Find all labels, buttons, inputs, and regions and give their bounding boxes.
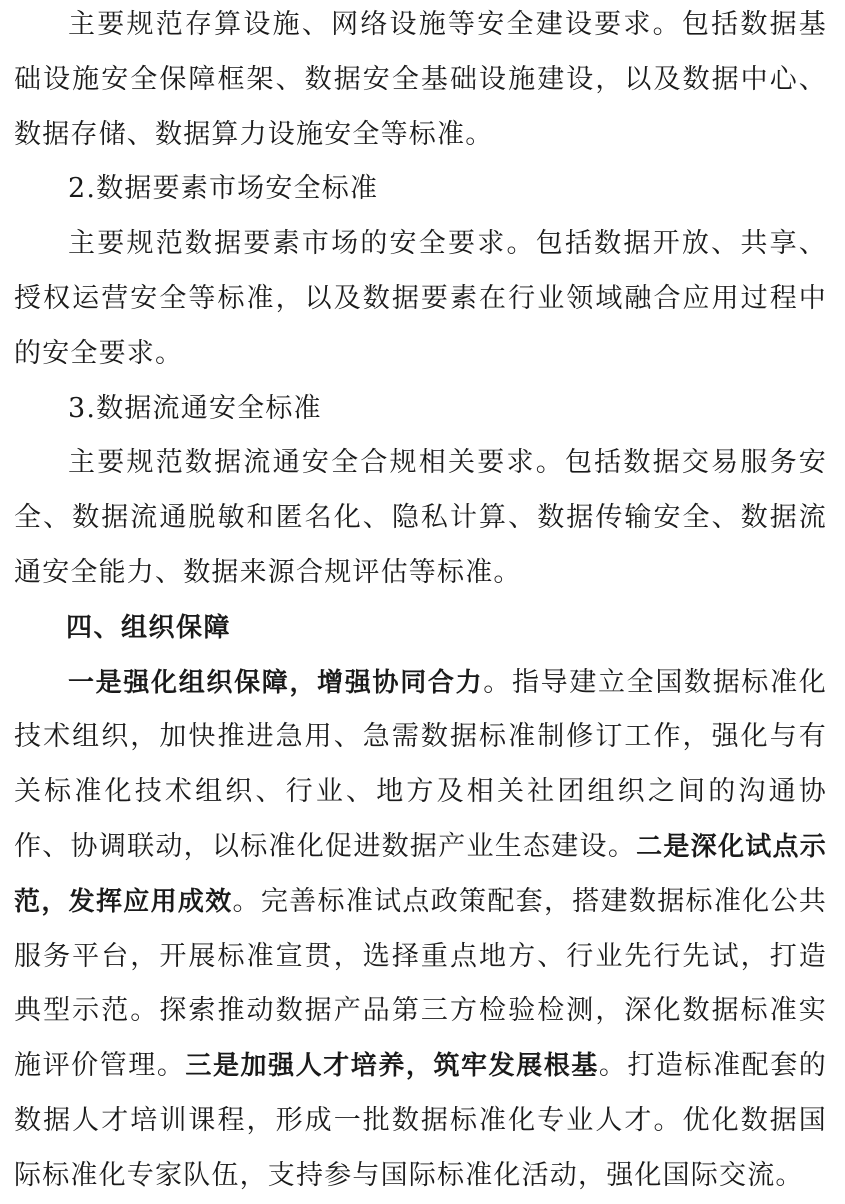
text-talent: 。打造标准配套的数据人才培训课程，形成一批数据标准化专业人才。优化数据国际标准化专家队伍，支持参与国际标准化活动，强化国际交流。 <box>14 1050 827 1191</box>
subheading-data-element-market: 2.数据要素市场安全标准 <box>68 173 379 205</box>
bold-lead-talent: 三是加强人才培养，筑牢发展根基 <box>185 1051 599 1082</box>
text-pilot: 。完善标准试点政策配套，搭建数据标准化公共服务平台，开展标准宣贯，选择重点地方、行业先行先试，打造典型示范。探索推动数据产品第三方检验检测，深化数据标准实施评价管理。 <box>14 885 827 1082</box>
bold-lead-pilot: 二是深化试点示范，发挥应用成效 <box>14 831 827 917</box>
subheading-data-circulation: 3.数据流通安全标准 <box>68 392 322 424</box>
paragraph-data-element-market: 主要规范数据要素市场的安全要求。包括数据开放、共享、授权运营安全等标准，以及数据要素在行业领域融合应用过程中的安全要求。 <box>14 228 827 369</box>
paragraph-infrastructure-security: 主要规范存算设施、网络设施等安全建设要求。包括数据基础设施安全保障框架、数据安全基础设施建设，以及数据中心、数据存储、数据算力设施安全等标准。 <box>14 9 827 150</box>
bold-lead-organization: 一是强化组织保障，增强协同合力 <box>68 667 484 698</box>
paragraph-data-circulation: 主要规范数据流通安全合规相关要求。包括数据交易服务安全、数据流通脱敏和匿名化、隐私计算、数据传输安全、数据流通安全能力、数据来源合规评估等标准。 <box>14 447 827 588</box>
section-heading-organization: 四、组织保障 <box>66 612 232 643</box>
paragraph-organization-guarantee <box>14 656 827 1204</box>
text-organization: 。指导建立全国数据标准化技术组织，加快推进急用、急需数据标准制修订工作，强化与有关标准化技术组织、行业、地方及相关社团组织之间的沟通协作、协调联动，以标准化促进数据产业生态建设。 <box>14 666 827 862</box>
